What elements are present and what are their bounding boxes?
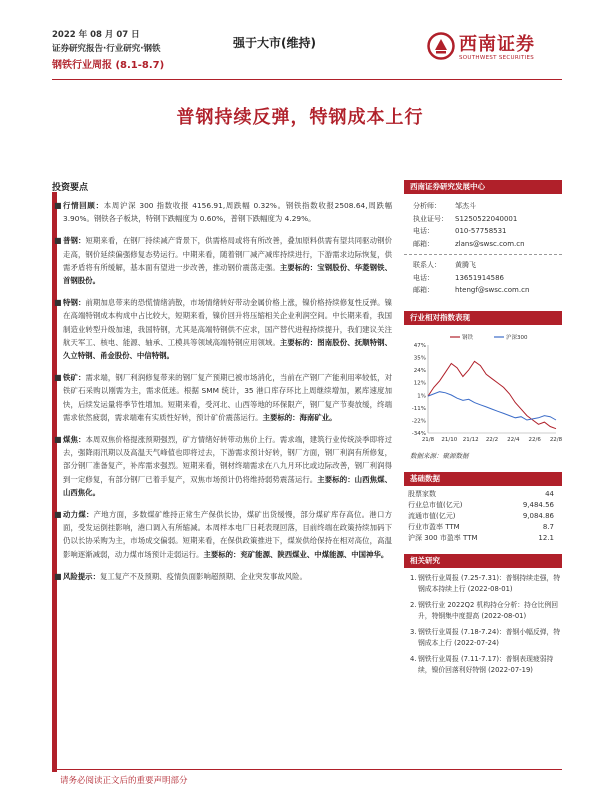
item-number: 3. bbox=[410, 627, 417, 636]
related-list bbox=[404, 573, 562, 677]
row-value: 44 bbox=[545, 490, 554, 498]
footer-divider bbox=[52, 769, 562, 770]
logo-text-cn: 西南证券 bbox=[459, 34, 535, 55]
x-tick-label: 22/8 bbox=[549, 436, 562, 443]
report-category: 证券研究报告·行业研究·钢铁 bbox=[52, 44, 161, 54]
email-label: 邮箱： bbox=[413, 239, 434, 248]
point-text: 本周沪深 300 指数收报 4156.91,周跌幅 0.32%。钢铁指数收报2508.64,周跌幅 3.90%。钢铁各子板块，特钢下跌幅度为 0.60%，普钢下跌幅度为 4.29%。 bbox=[63, 201, 392, 224]
point-item bbox=[54, 296, 392, 362]
x-tick-label: 21/10 bbox=[441, 436, 458, 443]
x-tick-label: 22/4 bbox=[507, 436, 520, 443]
logo-text-en: SOUTHWEST SECURITIES bbox=[459, 55, 535, 61]
bullet-icon: ■ bbox=[54, 571, 62, 581]
point-text: 产地方面，多数煤矿维持正常生产保供长协，煤矿出货缓慢，部分煤矿库存高位。港口方面，受发运倒挂影响，港口调入有所缩减。本周样本电厂日耗表现回落，目前终端在政策持续加码下仍以长协采购为主，市场成交偏弱。短期来看，在保供政策推进下，煤炭供给保持在相对高位，高温影响逐渐减弱，动力煤市场预计走弱运行。 bbox=[63, 510, 392, 559]
divider bbox=[404, 254, 562, 255]
footer-disclaimer: 请务必阅读正文后的重要声明部分 bbox=[60, 776, 188, 786]
point-item bbox=[54, 570, 392, 583]
item-text: 钢铁行业周报 (7.18-7.24)：普钢小幅反弹，特钢成本上行 (2022-07-24) bbox=[418, 627, 561, 647]
row-label: 流通市值(亿元) bbox=[408, 512, 456, 520]
series-line-hs300 bbox=[428, 391, 556, 419]
row-label: 行业市盈率 TTM bbox=[408, 523, 460, 531]
page-title: 普钢持续反弹，特钢成本上行 bbox=[176, 107, 424, 128]
y-tick-label: 47% bbox=[413, 342, 426, 349]
relative-index-chart bbox=[404, 331, 562, 449]
line-chart bbox=[404, 331, 562, 449]
contact-name: 黄腾飞 bbox=[455, 261, 476, 269]
section-heading: 投资要点 bbox=[52, 183, 89, 193]
point-text: 前期加息带来的恐慌情绪消散，市场情绪转好带动金属价格上涨，镍价格持续修复性反弹。镍在高端特钢成本构成中占比较大，短期来看，镍价回升将压缩相关企业利润空间。中长期来看，我国制造业转型升级加速，我国特钢，尤其是高端特钢供不应求，国产替代进程持续提升，我们建议关注航天军工、核电、能源、轴承、工模具等领域高端特钢应用领域。 bbox=[63, 298, 392, 347]
related-item[interactable] bbox=[410, 600, 562, 623]
x-tick-label: 22/2 bbox=[485, 436, 499, 443]
header-left bbox=[52, 28, 164, 73]
point-label: 风险提示： bbox=[63, 571, 100, 581]
y-tick-label: 12% bbox=[413, 380, 426, 387]
point-item bbox=[54, 508, 392, 561]
legend-label: 钢铁 bbox=[462, 334, 474, 341]
point-label: 动力煤： bbox=[63, 510, 94, 520]
company-logo bbox=[427, 28, 557, 72]
row-value: 9,084.86 bbox=[522, 512, 554, 520]
cert-number: S1250522040001 bbox=[455, 214, 518, 223]
point-item bbox=[54, 199, 392, 225]
x-tick-label: 21/12 bbox=[462, 436, 479, 443]
table-row bbox=[404, 522, 562, 533]
related-item[interactable] bbox=[410, 654, 562, 677]
item-number: 1. bbox=[410, 573, 417, 582]
report-name: 钢铁行业周报 (8.1-8.7) bbox=[52, 60, 165, 71]
y-tick-label: -22% bbox=[411, 417, 426, 424]
point-label: 行情回顾： bbox=[63, 201, 104, 210]
email-address[interactable]: htengf@swsc.com.cn bbox=[455, 286, 530, 294]
phone-number: 13651914586 bbox=[455, 273, 504, 282]
point-picks: 主要标的：图南股份、抚顺特钢、久立特钢、甬金股份、中信特钢。 bbox=[63, 337, 392, 361]
sidebar bbox=[404, 180, 562, 681]
rating: 强于大市(维持) bbox=[233, 36, 316, 50]
row-value: 9,484.56 bbox=[522, 501, 554, 509]
logo-mark-icon bbox=[427, 32, 455, 60]
point-label: 普钢： bbox=[63, 236, 86, 246]
bullet-icon: ■ bbox=[54, 373, 62, 383]
cert-label: 执业证号： bbox=[413, 214, 448, 223]
y-tick-label: -34% bbox=[411, 430, 426, 437]
row-label: 股票家数 bbox=[408, 490, 436, 498]
basic-data-table bbox=[404, 489, 562, 544]
point-picks: 主要标的：山西焦煤、山西焦化。 bbox=[63, 474, 392, 497]
item-number: 2. bbox=[410, 600, 417, 609]
related-heading: 相关研究 bbox=[404, 554, 562, 568]
item-text: 钢铁行业周报 (7.11-7.17)：普钢表现疲弱持续，镍价回落利好特钢 (2022-07-19) bbox=[418, 654, 554, 674]
row-value: 12.1 bbox=[538, 534, 554, 542]
point-label: 煤焦： bbox=[63, 435, 86, 445]
bullet-icon: ■ bbox=[54, 510, 62, 520]
related-item[interactable] bbox=[410, 573, 562, 596]
table-row bbox=[404, 511, 562, 522]
row-label: 沪深 300 市盈率 TTM bbox=[408, 534, 478, 542]
point-picks: 主要标的：兖矿能源、陕西煤业、中煤能源、中国神华。 bbox=[203, 549, 389, 559]
row-label: 行业总市值(亿元) bbox=[408, 501, 463, 509]
analyst-name: 邹杰斗 bbox=[455, 202, 476, 210]
row-value: 8.7 bbox=[542, 523, 554, 531]
point-text: 需求端，钢厂利润修复带来的钢厂复产预期已被市场消化，当前在产钢厂产能利用率较低，对铁矿石采购以刚需为主，需求低迷。根据 SMM 统计，35 港口库存环比上周继续增加，累库速度加快，后续发运量将季节性增加。短期来看，受河北、山西等地的环保限产，钢厂复产节奏放缓，终端需求依然疲弱，需求端难有实质性好转，预计矿价震荡运行。 bbox=[63, 373, 392, 422]
point-label: 特钢： bbox=[63, 298, 86, 308]
analyst-1 bbox=[404, 200, 562, 250]
item-text: 钢铁行业 2022Q2 机构持仓分析：持仓比例回升，特钢集中度提高 (2022-08-01) bbox=[418, 600, 559, 620]
table-row bbox=[404, 533, 562, 544]
y-tick-label: 1% bbox=[417, 392, 426, 399]
email-label: 邮箱： bbox=[413, 286, 434, 294]
analyst-2 bbox=[404, 259, 562, 297]
point-item bbox=[54, 234, 392, 287]
phone-number: 010-57758531 bbox=[455, 227, 507, 235]
point-text: 复工复产不及预期、疫情负面影响超预期、企业突发事故风险。 bbox=[99, 571, 307, 581]
y-tick-label: 24% bbox=[413, 367, 426, 374]
report-date: 2022 年 08 月 07 日 bbox=[52, 30, 140, 40]
phone-label: 电话： bbox=[413, 227, 434, 235]
point-item bbox=[54, 371, 392, 424]
x-tick-label: 21/8 bbox=[421, 436, 435, 443]
basic-data-heading: 基础数据 bbox=[404, 472, 562, 486]
bullet-icon: ■ bbox=[54, 201, 62, 210]
point-picks: 主要标的：宝钢股份、华菱钢铁、首钢股份。 bbox=[63, 262, 392, 286]
y-tick-label: 35% bbox=[413, 355, 426, 362]
item-number: 4. bbox=[410, 654, 417, 663]
points-list bbox=[52, 199, 392, 583]
header-divider bbox=[52, 79, 562, 80]
item-text: 钢铁行业周报 (7.25-7.31)：普钢持续走强，特钢成本持续上行 (2022-08-01) bbox=[418, 573, 561, 593]
analyst-role-label: 分析师： bbox=[413, 202, 441, 210]
chart-source: 数据来源：聚源数据 bbox=[410, 451, 469, 460]
point-label: 铁矿： bbox=[63, 373, 86, 383]
team-heading: 西南证券研究发展中心 bbox=[404, 180, 562, 194]
point-text: 短期来看，在钢厂持续减产背景下，供需格局或将有所改善，叠加原料供需有望共同驱动钢价走高，钢价延续偏强修复态势运行。中期来看，随着钢厂减产减库持续进行，下游需求边际恢复，供需矛盾将有所缓解，基本面有望进一步改善，推动钢价震荡走强。 bbox=[63, 236, 392, 272]
related-item[interactable] bbox=[410, 627, 562, 650]
point-text: 本周双焦价格提涨预期强烈，矿方情绪好转带动焦价上行。需求端，建筑行业传统淡季即将过去，强降雨汛期以及高温天气峰值也即将过去，下游需求预计好转，钢厂方面，钢厂利润有所修复，部分钢厂准备复产，补库需求强烈。短期来看，钢材终端需求在八九月环比或边际改善，钢厂利润得到一定修复，有部分钢厂已着手复产，双焦市场预计仍将维持弱势震荡运行。 bbox=[63, 435, 392, 484]
y-tick-label: -11% bbox=[411, 405, 426, 412]
table-row bbox=[404, 500, 562, 511]
email-address[interactable]: zlans@swsc.com.cn bbox=[455, 239, 525, 248]
bullet-icon: ■ bbox=[54, 435, 62, 445]
chart-heading: 行业相对指数表现 bbox=[404, 311, 562, 325]
point-item bbox=[54, 433, 392, 499]
bullet-icon: ■ bbox=[54, 298, 62, 308]
contact-role-label: 联系人： bbox=[413, 261, 441, 269]
phone-label: 电话： bbox=[413, 273, 434, 282]
table-row bbox=[404, 489, 562, 500]
point-picks: 主要标的：海南矿业。 bbox=[262, 412, 337, 422]
bullet-icon: ■ bbox=[54, 236, 62, 246]
legend-label: 沪深300 bbox=[506, 334, 528, 341]
x-tick-label: 22/6 bbox=[528, 436, 541, 443]
investment-points bbox=[52, 180, 392, 592]
